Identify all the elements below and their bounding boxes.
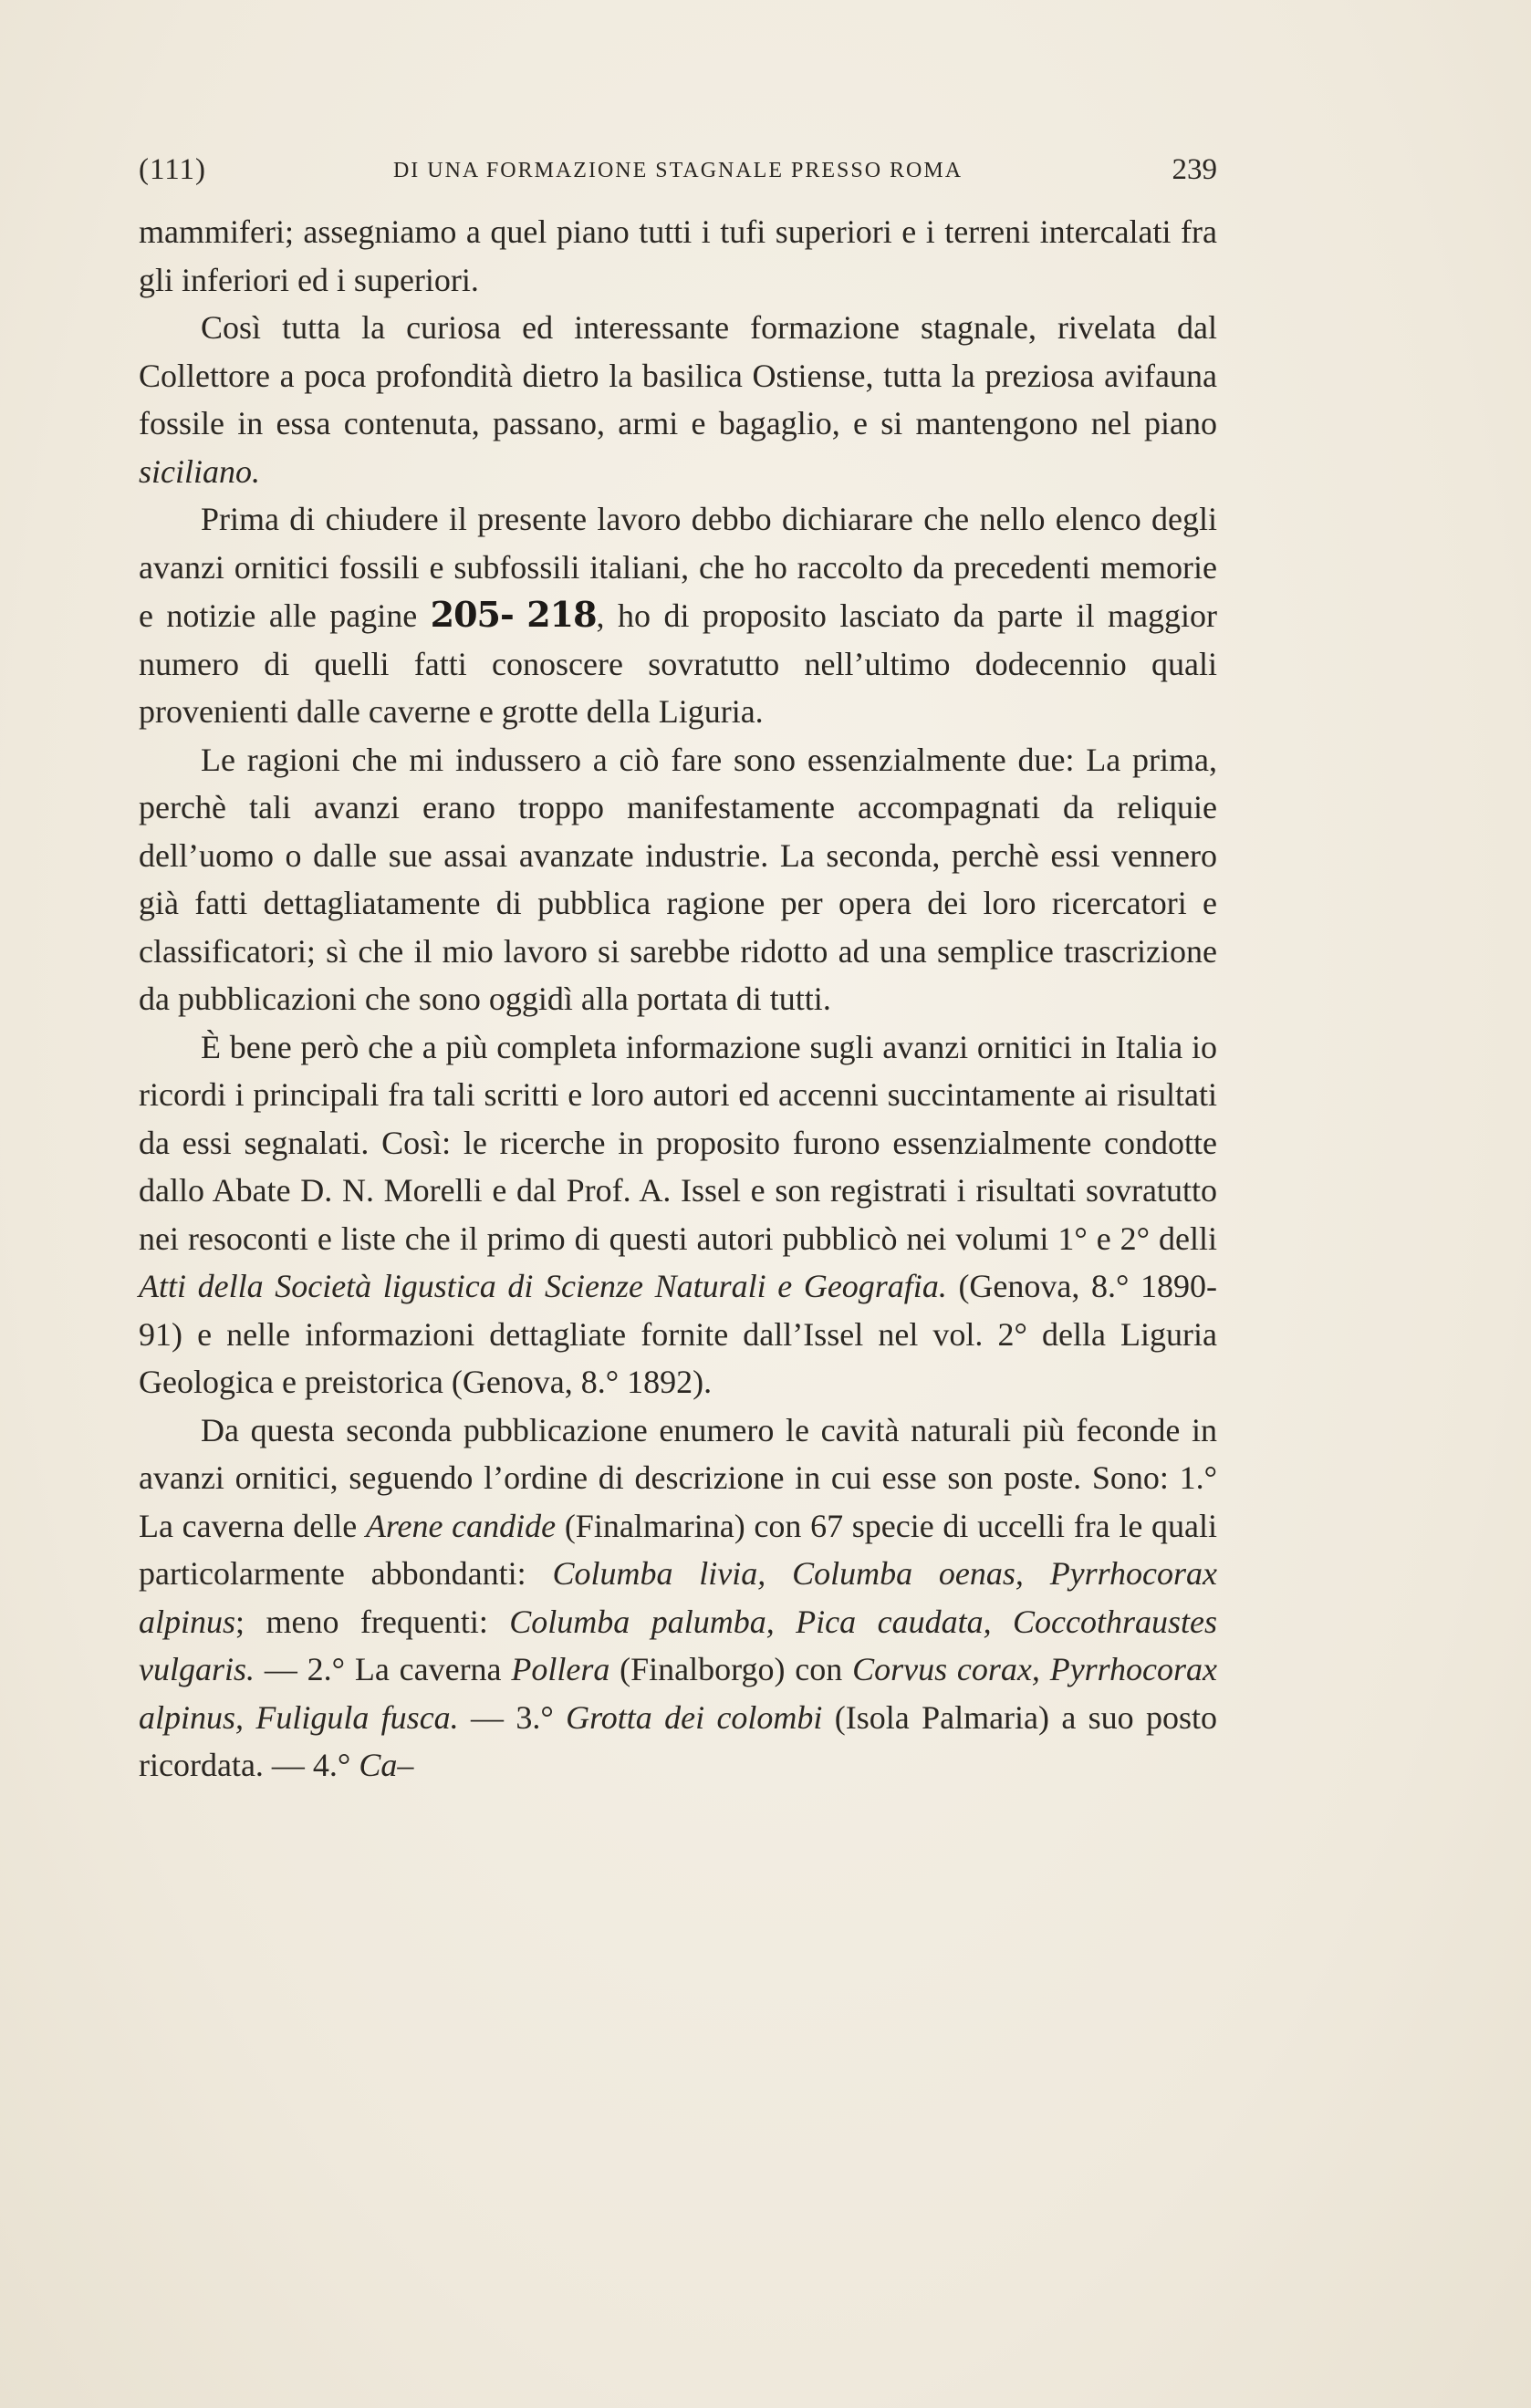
paragraph-3: Prima di chiudere il presente lavoro debbo dichiarare che nello elenco degli avanzi ornitici fossili e subfossili italiani, che ho raccolto da precedenti memorie e notizie alle pagine 205- 218, ho di proposito lasciato da parte il maggior numero di quelli fatti conoscere sovratutto nell’ultimo dodecennio quali provenienti dalle caverne e grotte della Liguria. [139,501,1217,730]
body-text [139,208,1217,1790]
paragraph-2: Così tutta la curiosa ed interessante formazione stagnale, rivelata dal Collettore a poca profondità dietro la basilica Ostiense, tutta la preziosa avifauna fossile in essa contenuta, passano, armi e bagaglio, e si mantengono nel piano siciliano. [139,309,1217,490]
italic-citation: Atti della Società ligustica di Scienze Naturali e Geografia. [139,1268,947,1304]
page-reference: (111) [139,153,207,186]
italic-term: Ca– [359,1747,414,1783]
italic-species: Columba livia, Columba oenas, Pyrrhocorax alpinus [139,1555,1217,1640]
handwritten-page-ref: 218 [526,594,597,635]
italic-term: Arene candide [365,1507,557,1544]
handwritten-page-ref: 205- [430,594,514,635]
paragraph-6: Da questa seconda pubblicazione enumero le cavità naturali più feconde in avanzi ornitici, seguendo l’ordine di descrizione in cui esse son poste. Sono: 1.° La caverna delle Arene candide (Finalmarina) con 67 specie di uccelli fra le quali particolarmente abbondanti: Columba livia, Columba oenas, Pyrrhocorax alpinus; meno frequenti: Columba palumba, Pica caudata, Coccothraustes vulgaris. — 2.° La caverna Pollera (Finalborgo) con Corvus corax, Pyrrhocorax alpinus, Fuligula fusca. — 3.° Grotta dei colombi (Isola Palmaria) a suo posto ricordata. — 4.° Ca– [139,1411,1218,1783]
italic-species: Columba palumba, Pica caudata, Coccothraustes vulgaris. [139,1603,1218,1687]
paragraph-4: Le ragioni che mi indussero a ciò fare sono essenzialmente due: La prima, perchè tali avanzi erano troppo manifestamente accompagnati da reliquie dell’uomo o dalle sue assai avanzate industrie. La seconda, perchè essi vennero già fatti dettagliatamente di pubblica ragione per opera dei loro ricercatori e classificatori; sì che il mio lavoro si sarebbe ridotto ad una semplice trascrizione da pubblicazioni che sono oggidì alla portata di tutti. [139,741,1217,1017]
italic-term: Grotta dei colombi [566,1698,823,1736]
italic-term: siciliano. [139,452,260,490]
running-header [139,153,1217,193]
italic-term: Pollera [511,1651,610,1687]
page-number: 239 [1172,153,1217,186]
italic-species: Corvus corax, Pyrrhocorax alpinus, Fuligula fusca. [139,1651,1218,1736]
running-title: DI UNA FORMAZIONE STAGNALE PRESSO ROMA [392,159,963,182]
paragraph-5: È bene però che a più completa informazione sugli avanzi ornitici in Italia io ricordi i principali fra tali scritti e loro autori ed accenni succintamente ai risultati da essi segnalati. Così: le ricerche in proposito furono essenzialmente condotte dallo Abate D. N. Morelli e dal Prof. A. Issel e son registrati i risultati sovratutto nei resoconti e liste che il primo di questi autori pubblicò nei volumi 1° e 2° delli Atti della Società ligustica di Scienze Naturali e Geografia. (Genova, 8.° 1890-91) e nelle informazioni dettagliate fornite dall’Issel nel vol. 2° della Liguria Geologica e preistorica (Genova, 8.° 1892). [139,1028,1218,1400]
paragraph-1: mammiferi; assegniamo a quel piano tutti i tufi superiori e i terreni intercalati fra gli inferiori ed i superiori. [139,213,1217,298]
